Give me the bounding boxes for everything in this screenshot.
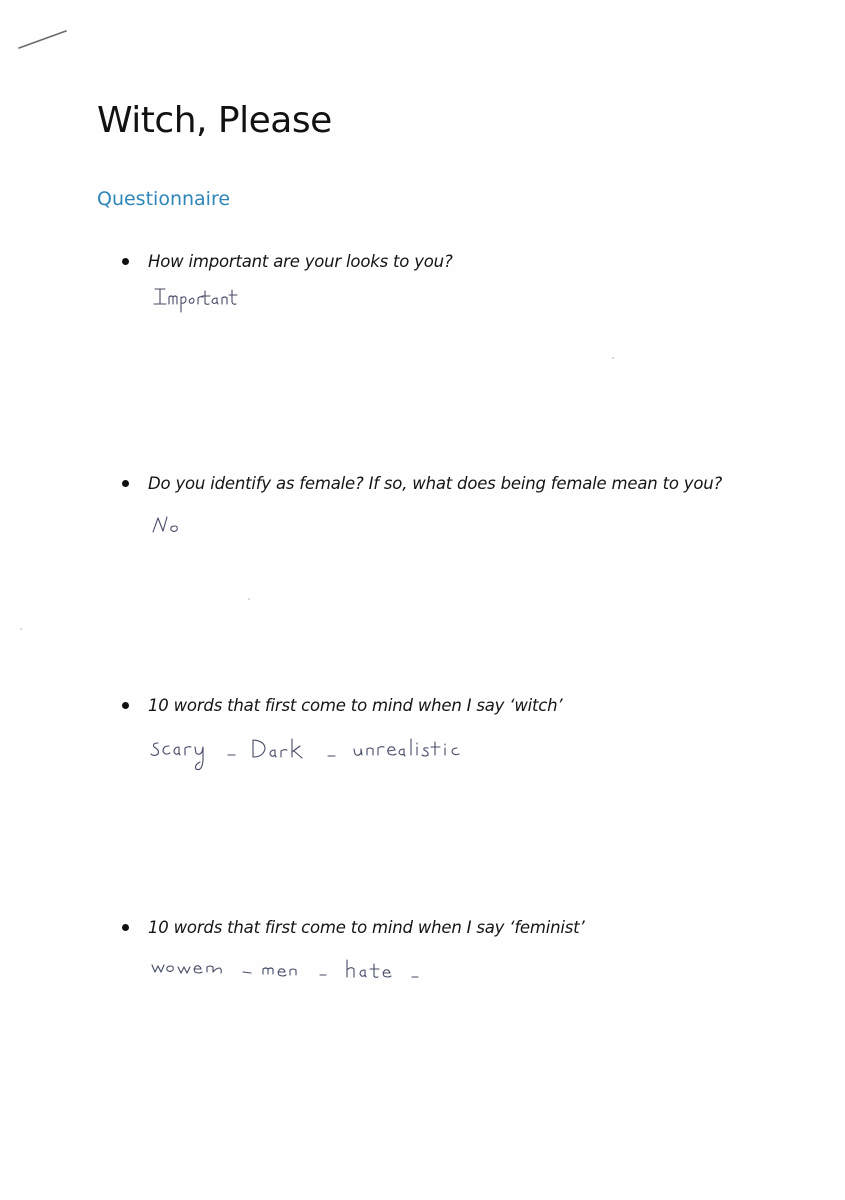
handwriting-no <box>150 512 200 542</box>
scan-speck <box>20 628 22 630</box>
handwritten-answer <box>150 735 710 795</box>
handwriting-important <box>150 282 270 322</box>
question-item <box>122 918 585 937</box>
handwritten-answer <box>150 955 710 1015</box>
handwritten-answer <box>150 512 710 572</box>
question-item <box>122 696 562 715</box>
handwriting-feminist-words <box>150 955 450 995</box>
question-text: 10 words that first come to mind when I say ‘witch’ <box>148 696 563 715</box>
question-item <box>122 252 453 271</box>
scan-speck <box>248 598 250 600</box>
scan-speck <box>612 357 614 359</box>
page-title: Witch, Please <box>97 100 332 141</box>
handwritten-answer <box>150 282 710 342</box>
bullet-icon <box>122 258 129 265</box>
question-text: 10 words that first come to mind when I say ‘feminist’ <box>148 918 585 937</box>
section-heading: Questionnaire <box>97 188 231 210</box>
bullet-icon <box>122 924 129 931</box>
question-text: How important are your looks to you? <box>148 252 453 271</box>
bullet-icon <box>122 702 129 709</box>
bullet-icon <box>122 480 129 487</box>
handwriting-witch-words <box>150 735 480 785</box>
question-text: Do you identify as female? If so, what does being female mean to you? <box>148 474 723 493</box>
question-item <box>122 474 722 493</box>
scan-pen-mark <box>18 28 70 52</box>
